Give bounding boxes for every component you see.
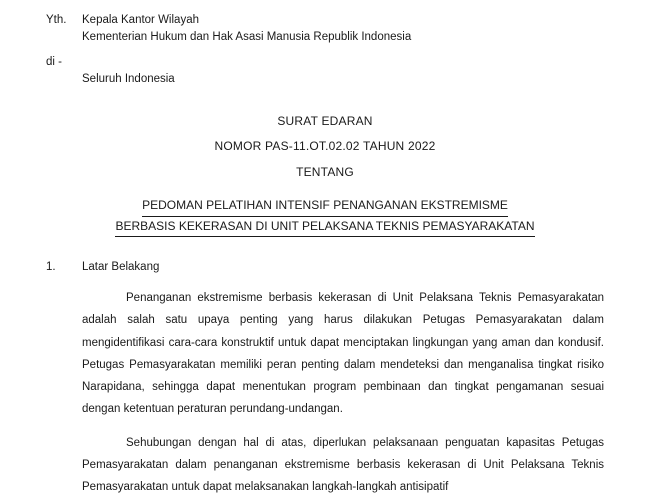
document-subject xyxy=(46,196,604,237)
title-line-tentang: TENTANG xyxy=(296,164,354,179)
section-latar-belakang xyxy=(46,261,604,273)
addressee-spacer xyxy=(46,47,604,54)
document-subject-line1: PEDOMAN PELATIHAN INTENSIF PENANGANAN EKSTREMISME xyxy=(142,196,508,217)
section-number: 1. xyxy=(46,261,56,274)
addressee-at-label: di - xyxy=(46,55,62,68)
addressee-recipient-row xyxy=(46,12,604,29)
addressee-salutation-label: Yth. xyxy=(46,14,67,26)
section-heading: Latar Belakang xyxy=(82,261,160,274)
title-line-1: SURAT EDARAN xyxy=(277,114,373,128)
addressee-recipient-line1: Kepala Kantor Wilayah xyxy=(82,14,199,26)
title-line-number: NOMOR PAS-11.OT.02.02 TAHUN 2022 xyxy=(214,139,436,154)
addressee-block xyxy=(46,12,604,88)
addressee-at-value: Seluruh Indonesia xyxy=(82,72,175,85)
paragraph: Sehubungan dengan hal di atas, diperlukan pelaksanaan penguatan kapasitas Petugas Pemasyarakatan dalam penanganan ekstremisme berbasis kekerasan di Unit Pelaksana Teknis Pemasyarakatan untuk dapat melaksanakan langkah-langkah antisipatif xyxy=(82,436,604,493)
addressee-recipient-line2: Kementerian Hukum dan Hak Asasi Manusia Republik Indonesia xyxy=(82,31,412,44)
document-title-block xyxy=(46,110,604,237)
section-body xyxy=(46,287,604,498)
paragraph: Penanganan ekstremisme berbasis kekerasan di Unit Pelaksana Teknis Pemasyarakatan adalah salah satu upaya penting yang harus dilakukan Petugas Pemasyarakatan dalam mengidentifikasi cara-cara konstruktif untuk dapat menciptakan lingkungan yang aman dan kondusif. Petugas Pemasyarakatan memiliki peran penting dalam mendeteksi dan menganalisa tingkat risiko Narapidana, sehingga dapat menentukan program pembinaan dan tingkat pengamanan sesuai dengan ketentuan peraturan perundang-undangan. xyxy=(82,292,604,415)
document-subject-line2: BERBASIS KEKERASAN DI UNIT PELAKSANA TEKNIS PEMASYARAKATAN xyxy=(115,217,534,238)
addressee-at-row xyxy=(46,54,604,71)
